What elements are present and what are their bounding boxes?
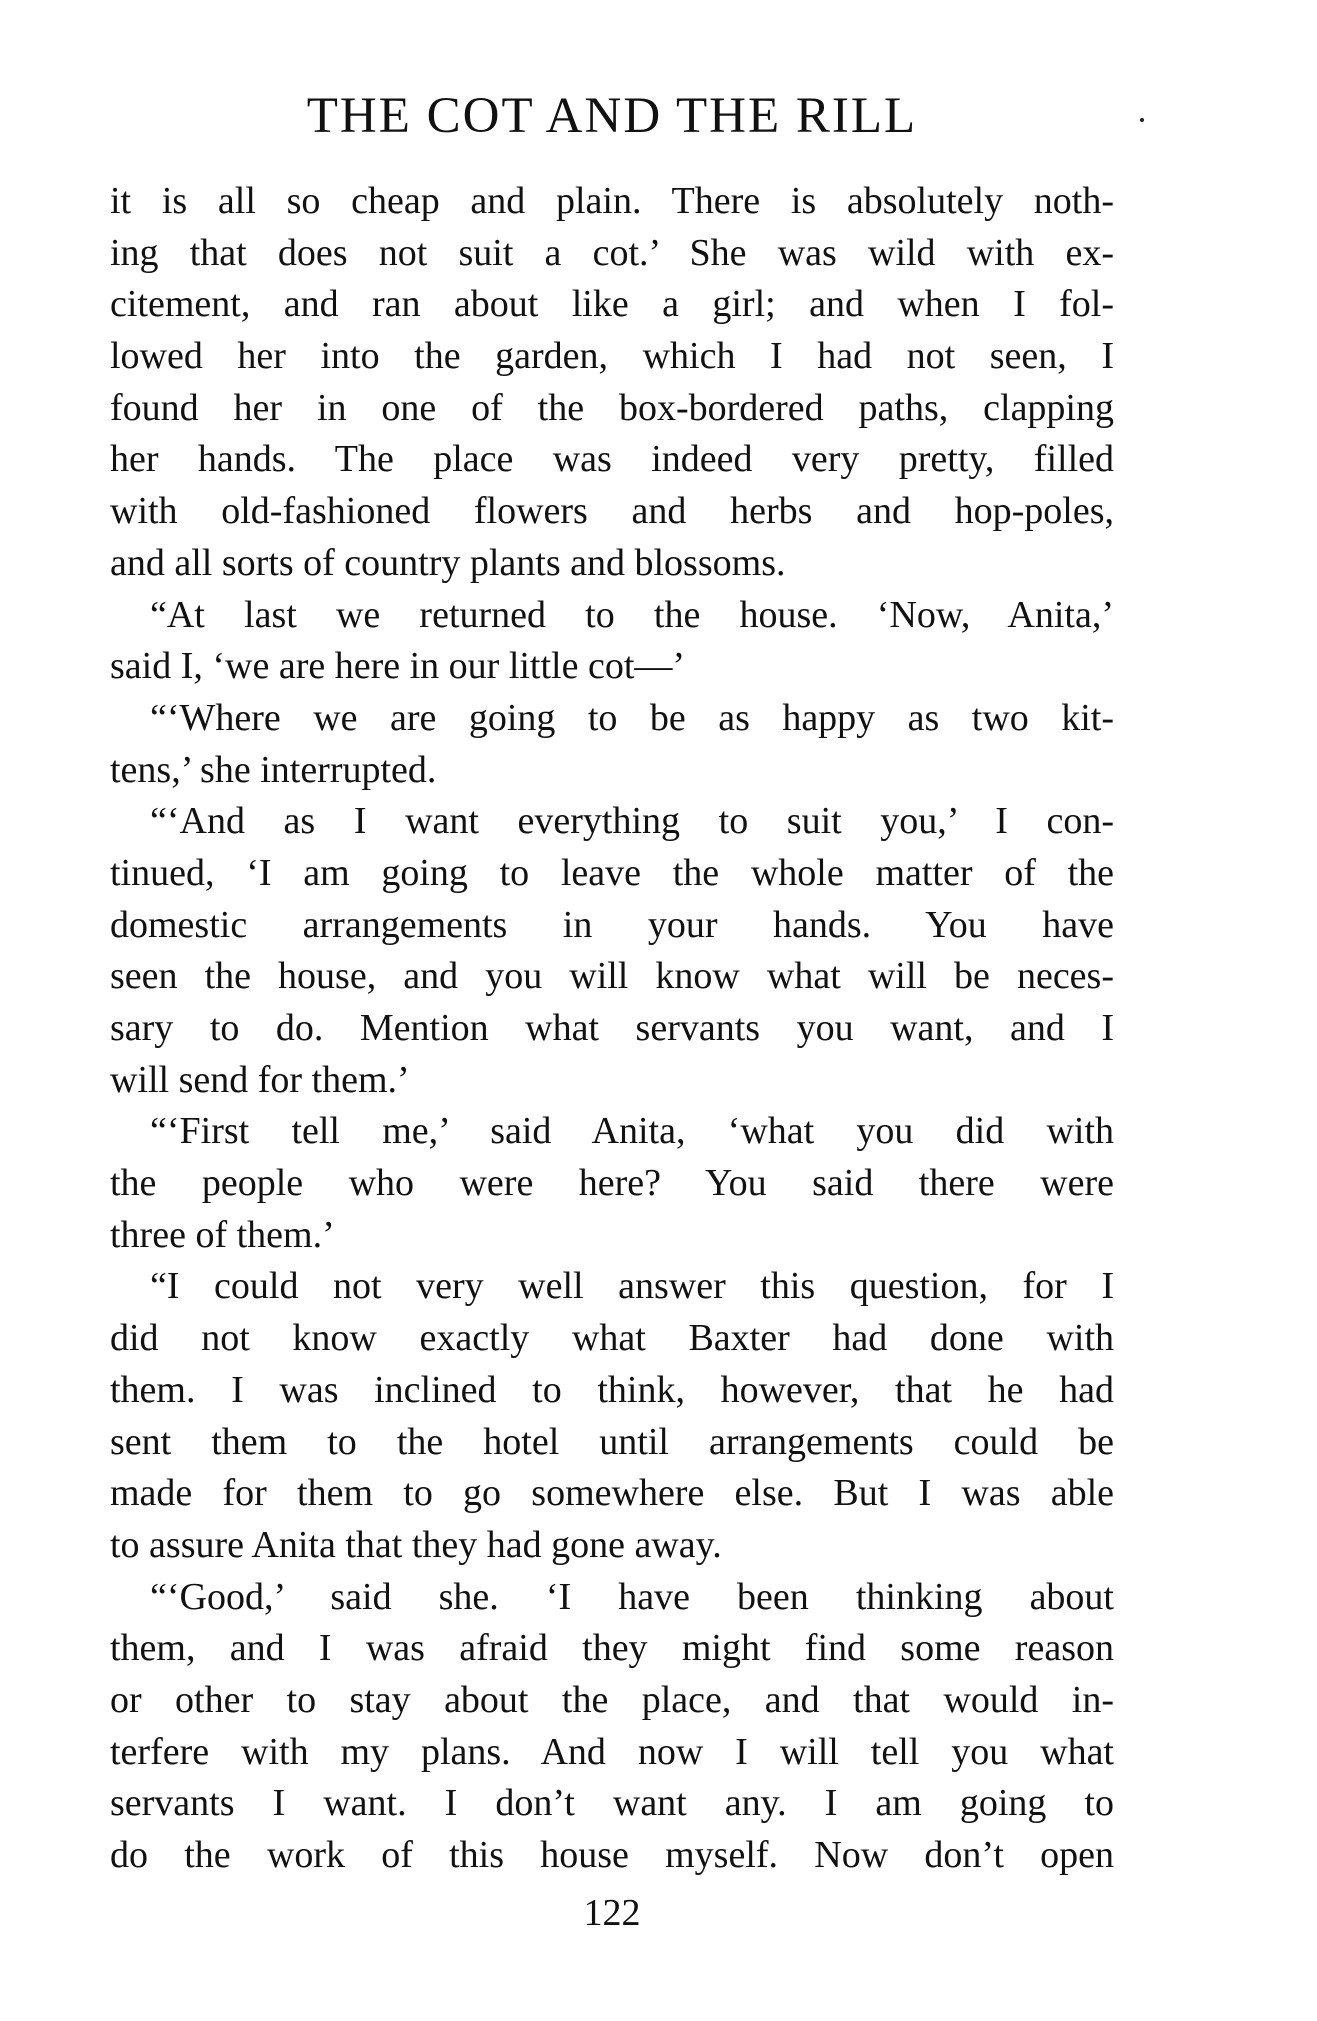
text-line: tens,’ she interrupted. bbox=[110, 748, 437, 791]
text-line: “At last we returned to the house. ‘Now, Anita,’ bbox=[150, 593, 1114, 636]
text-line: did not know exactly what Baxter had done with bbox=[110, 1317, 1114, 1360]
text-line: three of them.’ bbox=[110, 1213, 335, 1256]
text-line: them. I was inclined to think, however, that he had bbox=[110, 1368, 1114, 1411]
text-line: citement, and ran about like a girl; and when I fol- bbox=[110, 283, 1114, 326]
text-line: it is all so cheap and plain. There is absolutely noth- bbox=[110, 180, 1114, 222]
text-line: “‘Good,’ said she. ‘I have been thinking about bbox=[150, 1575, 1114, 1618]
text-line: or other to stay about the place, and that would in- bbox=[110, 1678, 1114, 1721]
text-line: her hands. The place was indeed very pretty, filled bbox=[110, 438, 1114, 481]
text-line: them, and I was afraid they might find some reason bbox=[110, 1627, 1114, 1670]
text-line: the people who were here? You said there were bbox=[110, 1162, 1114, 1205]
text-line: tinued, ‘I am going to leave the whole matter of the bbox=[110, 851, 1114, 894]
text-line: “‘Where we are going to be as happy as two kit- bbox=[150, 696, 1114, 739]
body-text bbox=[110, 176, 1114, 1882]
text-line: “‘And as I want everything to suit you,’ I con- bbox=[150, 800, 1114, 843]
stray-dot bbox=[1140, 118, 1144, 122]
text-line: with old-fashioned flowers and herbs and hop-poles, bbox=[110, 490, 1114, 533]
text-line: will send for them.’ bbox=[110, 1058, 410, 1101]
text-line: and all sorts of country plants and blossoms. bbox=[110, 541, 786, 584]
text-line: do the work of this house myself. Now don’t open bbox=[110, 1834, 1114, 1876]
text-line: domestic arrangements in your hands. You have bbox=[110, 903, 1114, 946]
text-line: found her in one of the box-bordered paths, clapping bbox=[110, 386, 1114, 429]
text-line: “‘First tell me,’ said Anita, ‘what you did with bbox=[150, 1110, 1114, 1153]
text-line: “I could not very well answer this question, for I bbox=[150, 1265, 1114, 1308]
text-line: to assure Anita that they had gone away. bbox=[110, 1523, 722, 1566]
text-line: lowed her into the garden, which I had not seen, I bbox=[110, 335, 1114, 378]
text-line: servants I want. I don’t want any. I am going to bbox=[110, 1782, 1114, 1825]
text-line: terfere with my plans. And now I will tell you what bbox=[110, 1730, 1114, 1773]
page-number: 122 bbox=[583, 1892, 641, 1934]
text-line: made for them to go somewhere else. But I was able bbox=[110, 1472, 1114, 1515]
text-line: seen the house, and you will know what will be neces- bbox=[110, 955, 1114, 998]
running-head: THE COT AND THE RILL bbox=[306, 88, 918, 144]
text-line: sary to do. Mention what servants you want, and I bbox=[110, 1007, 1114, 1049]
text-line: sent them to the hotel until arrangements could be bbox=[110, 1420, 1114, 1463]
text-line: said I, ‘we are here in our little cot—’ bbox=[110, 645, 686, 688]
text-line: ing that does not suit a cot.’ She was wild with ex- bbox=[110, 231, 1114, 274]
